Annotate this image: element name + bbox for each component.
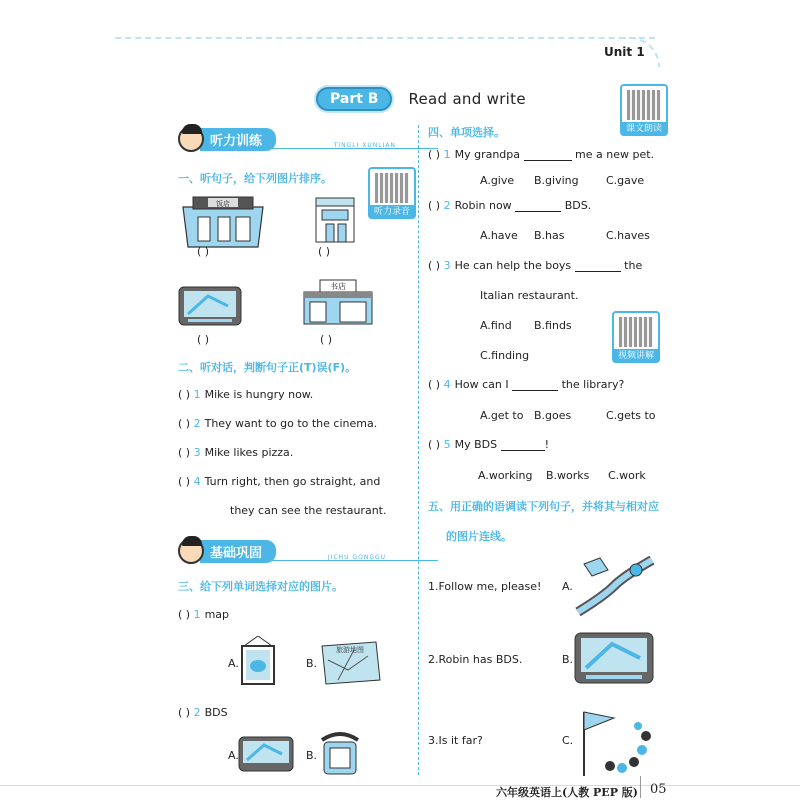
part-badge: Part B — [316, 87, 392, 111]
qr-code-listening[interactable] — [368, 167, 416, 219]
q1-paren-2: ( ) — [318, 245, 331, 258]
q5-title: 五、用正确的语调读下列句子，并将其与相对应 — [428, 500, 659, 513]
section-basics — [178, 540, 387, 562]
bird-picture-frame-icon — [238, 636, 278, 686]
footer-separator — [640, 776, 641, 798]
q5-sentence-1: 1.Follow me, please! — [428, 580, 542, 593]
q4-5-options: A.working B.works C.work — [478, 469, 646, 482]
q4-item-3: ( ) 3 He can help the boys the — [428, 259, 643, 272]
q4-item-1: ( ) 1 My grandpa me a new pet. — [428, 148, 655, 161]
q2-item-2: ( ) 2 They want to go to the cinema. — [178, 417, 378, 430]
footer-line — [0, 785, 800, 786]
q3-1-option-a: A. — [228, 657, 239, 670]
q4-2-options: A.have B.has C.haves — [480, 229, 650, 242]
bookstore-sign-text: 书店 — [330, 282, 346, 291]
restaurant-sign-text: 饭店 — [216, 200, 230, 208]
q4-3-option-c: C.finding — [480, 349, 530, 362]
q4-1-options: A.give B.giving C.gave — [480, 174, 645, 187]
q4-item-2: ( ) 2 Robin now BDS. — [428, 199, 592, 212]
q5-sentence-2: 2.Robin has BDS. — [428, 653, 523, 666]
part-subtitle: Read and write — [408, 90, 526, 108]
qr-caption: 听力录音 — [368, 205, 416, 219]
gps-device-icon — [238, 736, 294, 772]
qr-code-video[interactable] — [612, 311, 660, 363]
q2-item-4: ( ) 4 Turn right, then go straight, and — [178, 475, 381, 488]
q4-item-3-cont: Italian restaurant. — [480, 289, 579, 302]
q4-3-options-ab: A.find B.finds — [480, 319, 572, 332]
q2-title: 二、听对话，判断句子正(T)误(F)。 — [178, 361, 357, 374]
q4-title: 四、单项选择。 — [428, 126, 505, 139]
q1-paren-3: ( ) — [197, 333, 210, 346]
section-listening — [178, 128, 397, 150]
qr-pattern-icon — [627, 90, 661, 120]
unit-label: Unit 1 — [604, 45, 645, 59]
girl-face-icon — [178, 538, 204, 564]
q3-2-option-b: B. — [306, 749, 318, 762]
q1-title: 一、听句子，给下列图片排序。 — [178, 172, 332, 185]
qr-caption: 课文朗读 — [620, 122, 668, 136]
section-pinyin: JICHU GONGGU — [327, 554, 387, 561]
q4-item-5: ( ) 5 My BDS ! — [428, 438, 550, 451]
section-title: 基础巩固 — [200, 540, 276, 563]
header-band — [0, 0, 800, 58]
q3-2-option-a: A. — [228, 749, 239, 762]
section-pinyin: TINGLI XUNLIAN — [333, 142, 397, 149]
q4-4-options: A.get to B.goes C.gets to — [480, 409, 656, 422]
q3-1-option-b: B. — [306, 657, 318, 670]
qr-code-reading[interactable] — [620, 84, 668, 136]
qr-pattern-icon — [375, 173, 409, 203]
q5-sentence-3: 3.Is it far? — [428, 734, 483, 747]
section-title: 听力训练 — [200, 128, 276, 151]
q3-item-1: ( ) 1 map — [178, 608, 230, 621]
travel-map-icon — [318, 640, 382, 686]
restaurant-building-icon — [178, 192, 268, 252]
q1-paren-1: ( ) — [197, 245, 210, 258]
part-title — [316, 88, 526, 110]
q4-item-4: ( ) 4 How can I the library? — [428, 378, 625, 391]
q2-item-3: ( ) 3 Mike likes pizza. — [178, 446, 294, 459]
q2-item-1: ( ) 1 Mike is hungry now. — [178, 388, 314, 401]
gps-device-icon — [178, 286, 243, 326]
q2-item-4-cont: they can see the restaurant. — [230, 504, 387, 517]
q5-label-c: C. — [562, 734, 574, 747]
section-underline — [208, 560, 438, 561]
header-dash-line — [115, 37, 655, 39]
road-map-landscape-icon — [574, 556, 656, 616]
q1-paren-4: ( ) — [320, 333, 333, 346]
tour-group-flag-icon — [574, 706, 654, 778]
qr-pattern-icon — [619, 317, 653, 347]
qr-caption: 视频讲解 — [612, 349, 660, 363]
q3-item-2: ( ) 2 BDS — [178, 706, 228, 719]
q5-title-cont: 的图片连线。 — [446, 530, 512, 543]
page-number: 05 — [650, 782, 667, 797]
q5-label-b: B. — [562, 653, 574, 666]
q3-title: 三、给下列单词选择对应的图片。 — [178, 580, 343, 593]
cinema-building-icon — [314, 194, 356, 246]
telephone-icon — [318, 730, 362, 776]
column-divider — [418, 125, 419, 775]
map-caption-text: 旅游地图 — [336, 646, 364, 654]
gps-device-icon — [574, 632, 654, 684]
girl-face-icon — [178, 126, 204, 152]
q5-label-a: A. — [562, 580, 573, 593]
section-underline — [208, 148, 438, 149]
bookstore-building-icon — [300, 278, 376, 326]
footer-book-title: 六年级英语上(人教 PEP 版) — [496, 786, 638, 799]
